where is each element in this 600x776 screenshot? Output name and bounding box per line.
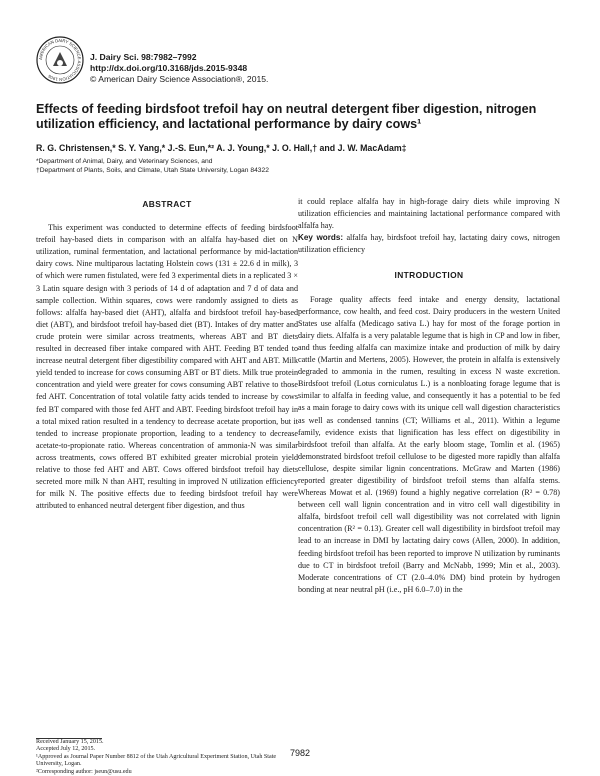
article-title: Effects of feeding birdsfoot trefoil hay on neutral detergent fiber digestion, nitrogen utilization efficiency, and lactational performance by dairy cows¹ (36, 102, 537, 131)
abstract-heading: ABSTRACT (142, 199, 192, 209)
footnote-received: Received January 15, 2015. (36, 739, 104, 745)
introduction-paragraph: Forage quality affects feed intake and energy density, lactational performance, cow health, and feed cost. Dairy producers in the western United States use alfalfa (Medicago sativa L.) hay for most of the forage portion in dairy diets. Alfalfa is a very palatable legume that is high in CP and low in fiber, and thus feeding alfalfa can maximize intake and production of milk by dairy cattle (Martin and Mertens, 2005). However, the protein in alfalfa is extensively degraded to ammonia in the rumen, resulting in excess N waste excretion. Birdsfoot trefoil (Lotus corniculatus L.) is a nonbloating forage legume that is similar to alfalfa in feeding value, and consequently it has a potential to be fed as a main forage to dairy cows with its unique cell wall digestion characteristics as well as condensed tannins (CT; Williams et al., 2011). Within a legume family, evidence exists that lignification has less effect on digestibility in birdsfoot trefoil than alfalfa. At the early bloom stage, Tomlin et al. (1965) demonstrated birdsfoot trefoil cellulose to be digested more rapidly than alfalfa cellulose, despite similar lignin concentrations. McGraw and Marten (1986) reported greater digestibility of birdsfoot trefoil stems than alfalfa stems. Whereas Mowat et al. (1969) found a highly negative correlation (R² = 0.78) between cell wall lignin concentration and in vitro cell wall digestibility in alfalfa, birdsfoot trefoil cell wall digestibility was not correlated with lignin concentration (R² = 0.13). Greater cell wall digestibility in birdsfoot trefoil may lead to an increase in DMI by lactating dairy cows (Allen, 2000). In addition, feeding birdsfoot trefoil has been reported to improve N utilization by ruminants due to CT in birdsfoot trefoil (Barry and McNabb, 1999; Min et al., 2003). Moderate concentrations of CT (2.0–4.0% DM) bind protein by hydrogen bonding at near neutral pH (i.e., pH 6.0–7.0) in the (298, 294, 560, 594)
keywords-label: Key words: (298, 233, 344, 243)
doi-link[interactable]: http://dx.doi.org/10.3168/jds.2015-9348 (90, 63, 248, 73)
affiliation-2: †Department of Plants, Soils, and Climate, Utah State University, Logan 84322 (36, 166, 269, 174)
left-column (36, 198, 298, 512)
right-column (298, 196, 560, 596)
keywords (298, 232, 560, 256)
footnote-corresponding: ²Corresponding author: jseun@usu.edu (36, 768, 132, 775)
affiliations (36, 158, 269, 175)
abstract-continuation: it could replace alfalfa hay in high-forage dairy diets while improving N utilization efficiencies and maintaining lactational performance compared with alfalfa hay. (298, 197, 560, 231)
seal-text: AMERICAN DAIRY SCIENCE ASSOCIATION 1906 (37, 37, 83, 83)
affiliation-1: *Department of Animal, Dairy, and Veterinary Sciences, and (36, 158, 213, 165)
footnote-approval: ¹Approved as Journal Paper Number 8812 of the Utah Agricultural Experiment Station, Utah State University, Logan. (36, 753, 277, 768)
introduction-heading: INTRODUCTION (394, 270, 464, 281)
author-list: R. G. Christensen,* S. Y. Yang,* J.-S. Eun,*² A. J. Young,* J. O. Hall,† and J. W. MacAdam‡ (36, 143, 407, 153)
copyright: © American Dairy Science Association®, 2015. (90, 74, 269, 84)
journal-info (90, 52, 268, 85)
keywords-text: alfalfa hay, birdsfoot trefoil hay, lactating dairy cows, nitrogen utilization efficiency (298, 233, 560, 255)
ads-association-seal (36, 36, 84, 84)
journal-citation: J. Dairy Sci. 98:7982–7992 (90, 52, 197, 62)
footnote-accepted: Accepted July 12, 2015. (36, 746, 96, 753)
page-number: 7982 (289, 748, 311, 758)
abstract-text: This experiment was conducted to determine effects of feeding birdsfoot trefoil hay-based diets in comparison with an alfalfa hay-based diet on N utilization, ruminal fermentation, and lactational performance by mid-lactation dairy cows. Nine multiparous lactating Holstein cows (131 ± 22.6 d in milk), 3 of which were rumen fistulated, were fed 3 experimental diets in a replicated 3 × 3 Latin square design with 3 periods of 14 d of adaptation and 7 d of data and sample collection. Within squares, cows were randomly assigned to diets as follows: alfalfa hay-based diet (AHT), alfalfa and birdsfoot trefoil hay-based diet (ABT), and birdsfoot trefoil hay-based diet (BT). Intakes of dry matter and crude protein were similar across treatments, whereas ABT and BT diets resulted in decreased fiber intake compared with AHT. Feeding BT tended to increase neutral detergent fiber digestibility compared with AHT and ABT. Milk yield tended to increase for cows consuming ABT or BT diets. Milk true protein concentration and yield were greater for cows consuming ABT relative to those fed AHT. Concentration of total volatile fatty acids tended to increase by cows fed BT compared with those fed AHT and ABT. Feeding birdsfoot trefoil hay in a total mixed ration resulted in a tendency to decrease acetate proportion, but it tended to increase propionate proportion, leading to a tendency to decrease acetate-to-propionate ratio. Whereas concentration of ammonia-N was similar across treatments, cows offered BT exhibited greater microbial protein yield relative to those fed AHT and ABT. Cows offered birdsfoot trefoil hay diets secreted more milk N than AHT, resulting in improved N utilization efficiency for milk N. The positive effects due to feeding birdsfoot trefoil hay were attributed to enhanced neutral detergent fiber digestion, and thus (36, 223, 298, 511)
